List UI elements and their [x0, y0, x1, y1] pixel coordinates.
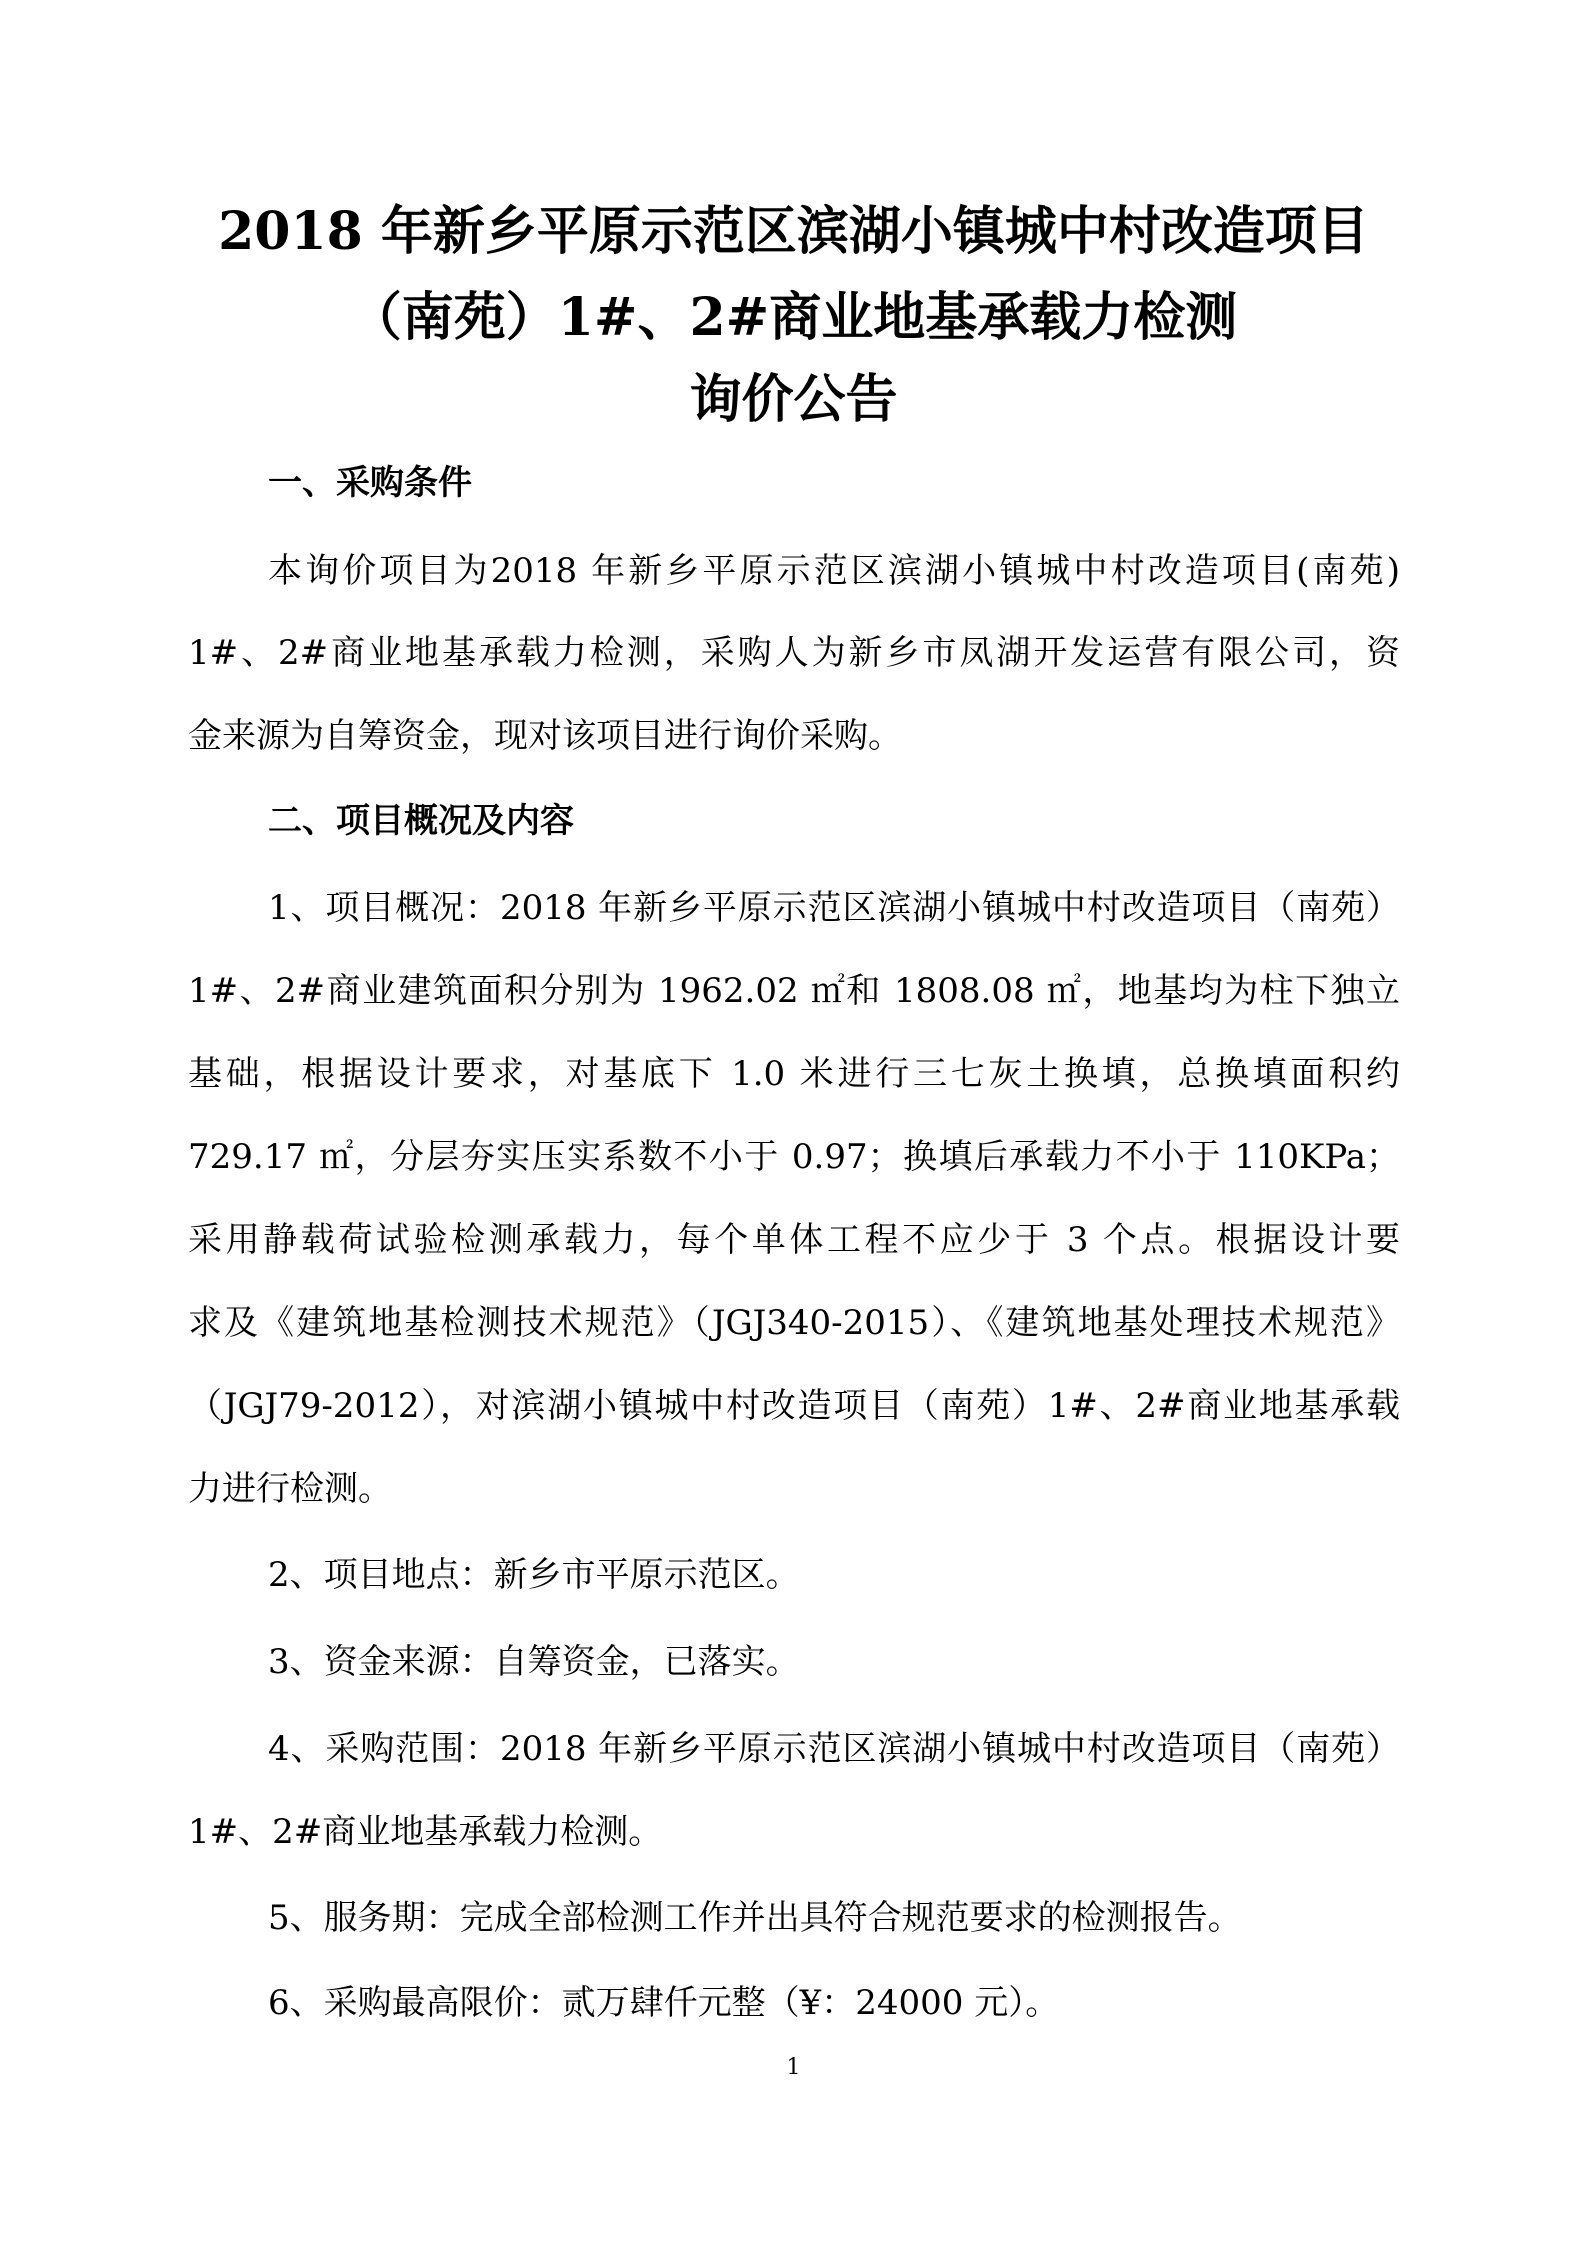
document-title-line-1: 2018 年新乡平原示范区滨湖小镇城中村改造项目	[218, 201, 1369, 262]
project-overview-line: 基础，根据设计要求，对基底下 1.0 米进行三七灰土换填，总换填面积约	[188, 1054, 1400, 1094]
section-1-heading: 一、采购条件	[268, 463, 472, 503]
section-1-paragraph-line: 1#、2#商业地基承载力检测，采购人为新乡市凤湖开发运营有限公司，资	[188, 633, 1400, 673]
procurement-scope-line: 4、采购范围：2018 年新乡平原示范区滨湖小镇城中村改造项目（南苑）	[268, 1729, 1400, 1769]
project-location: 2、项目地点：新乡市平原示范区。	[268, 1555, 800, 1595]
service-period: 5、服务期：完成全部检测工作并出具符合规范要求的检测报告。	[268, 1898, 1242, 1938]
project-overview-line: 1、项目概况：2018 年新乡平原示范区滨湖小镇城中村改造项目（南苑）	[268, 888, 1400, 928]
section-1-paragraph-line: 本询价项目为2018 年新乡平原示范区滨湖小镇城中村改造项目(南苑)	[268, 551, 1400, 591]
procurement-scope-line: 1#、2#商业地基承载力检测。	[188, 1812, 663, 1852]
project-overview-line: 采用静载荷试验检测承载力，每个单体工程不应少于 3 个点。根据设计要	[188, 1220, 1400, 1260]
document-title-line-3: 询价公告	[689, 369, 898, 430]
project-overview-line: 求及《建筑地基检测技术规范》（JGJ340-2015）、《建筑地基处理技术规范》	[188, 1303, 1400, 1343]
maximum-price: 6、采购最高限价：贰万肆仟元整（¥：24000 元）。	[268, 1983, 1060, 2023]
document-title-line-2: （南苑）1#、2#商业地基承载力检测	[349, 287, 1238, 348]
project-overview-line: 729.17 ㎡，分层夯实压实系数不小于 0.97；换填后承载力不小于 110KPa；	[188, 1137, 1400, 1177]
section-2-heading: 二、项目概况及内容	[268, 801, 574, 841]
project-overview-line: 力进行检测。	[188, 1469, 392, 1509]
project-overview-line: （JGJ79-2012），对滨湖小镇城中村改造项目（南苑）1#、2#商业地基承载	[188, 1386, 1400, 1426]
section-1-paragraph-line: 金来源为自筹资金，现对该项目进行询价采购。	[188, 716, 902, 756]
funding-source: 3、资金来源：自筹资金，已落实。	[268, 1642, 800, 1682]
project-overview-line: 1#、2#商业建筑面积分别为 1962.02 ㎡和 1808.08 ㎡，地基均为柱下独立	[188, 971, 1400, 1011]
page-number: 1	[786, 2055, 801, 2080]
